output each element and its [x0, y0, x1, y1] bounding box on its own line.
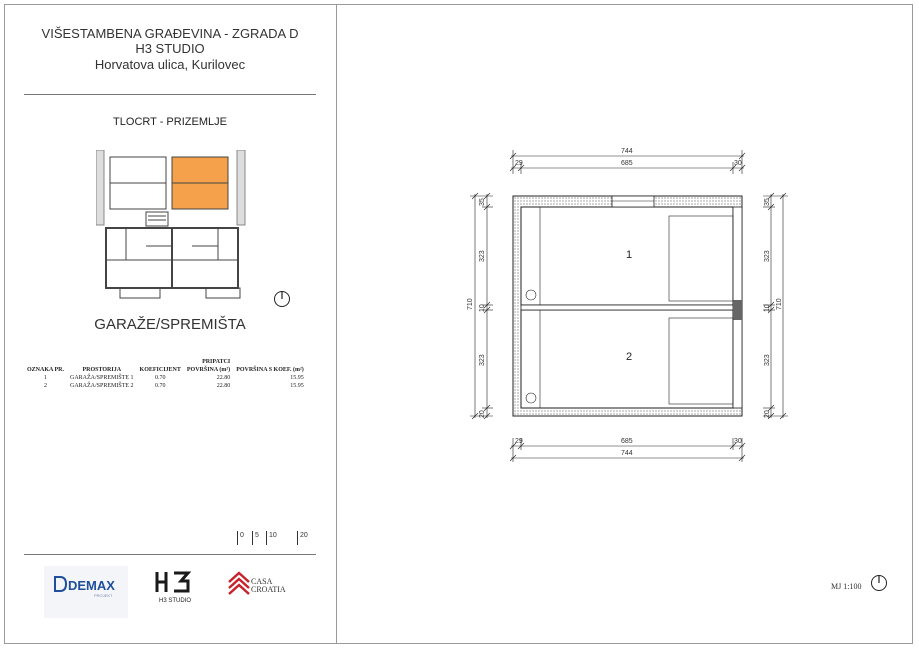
table-row: 1 GARAŽA/SPREMIŠTE 1 0.70 22.80 15.95 — [44, 375, 304, 381]
dim-bottom-left: 29 — [515, 438, 523, 445]
room-1-label: 1 — [626, 249, 633, 261]
title-separator — [24, 94, 316, 95]
north-arrow-icon — [870, 574, 888, 592]
h3-logo-icon — [154, 570, 194, 594]
scale-label: MJ 1:100 — [831, 582, 862, 591]
col-header: PROSTORIJA — [82, 367, 122, 373]
project-studio: H3 STUDIO — [135, 41, 205, 56]
dim-right-total: 710 — [776, 298, 783, 310]
section-title: GARAŽE/SPREMIŠTA — [94, 316, 246, 333]
dim-top-right: 30 — [734, 160, 742, 167]
scale-label: 20 — [300, 532, 308, 539]
table-row: 2 GARAŽA/SPREMIŠTE 2 0.70 22.80 15.95 — [44, 383, 304, 389]
dim-left-room2: 323 — [479, 354, 486, 366]
room-table — [24, 358, 307, 390]
dim-left-room1: 323 — [479, 250, 486, 262]
h3-logo-text: H3 STUDIO — [158, 598, 191, 604]
highlight-garage-upper — [172, 157, 228, 183]
casa-croatia-text: CASA CROATIA — [251, 577, 286, 594]
demax-logo — [44, 566, 128, 618]
dim-top-total: 744 — [621, 148, 633, 155]
dim-left-total: 710 — [467, 298, 474, 310]
dim-right-room2: 323 — [764, 354, 771, 366]
room-2-label: 2 — [626, 351, 633, 363]
north-arrow-icon — [273, 290, 291, 308]
key-plan-label: TLOCRT - PRIZEMLJE — [113, 116, 227, 128]
scale-label: 5 — [255, 532, 259, 539]
scale-tick — [252, 531, 253, 545]
dim-bottom-inner: 685 — [621, 438, 633, 445]
scale-tick — [266, 531, 267, 545]
key-plan — [96, 150, 246, 302]
dim-right-top: 35 — [764, 198, 771, 206]
dim-right-mid: 10 — [764, 304, 771, 312]
scale-tick — [297, 531, 298, 545]
scale-tick — [237, 531, 238, 545]
project-address: Horvatova ulica, Kurilovec — [94, 57, 246, 72]
scale-label: 0 — [240, 532, 244, 539]
col-header: KOEFICIJENT — [139, 367, 181, 373]
demax-subtext: PROJEKT — [94, 593, 113, 598]
floor-plan — [460, 140, 800, 470]
dim-left-bottom: 20 — [479, 410, 486, 418]
col-header: POVRŠINA (m²) — [186, 367, 231, 373]
project-title: VIŠESTAMBENA GRAĐEVINA - ZGRADA D — [41, 26, 299, 41]
table-group-header: PRIPATCI — [202, 359, 231, 365]
panel-divider — [336, 4, 337, 644]
logo-separator — [24, 554, 316, 555]
dim-bottom-total: 744 — [621, 450, 633, 457]
dim-left-mid: 10 — [479, 304, 486, 312]
col-header: POVRŠINA S KOEF. (m²) — [236, 367, 304, 373]
casa-croatia-mark-icon — [226, 570, 252, 598]
scale-label: 10 — [269, 532, 277, 539]
demax-mark-icon — [54, 576, 68, 592]
dim-top-inner: 685 — [621, 160, 633, 167]
highlight-garage-lower — [172, 183, 228, 209]
dim-right-bottom: 20 — [764, 410, 771, 418]
dim-bottom-right: 30 — [734, 438, 742, 445]
dim-top-left: 29 — [515, 160, 523, 167]
col-header: OZNAKA PR. — [27, 367, 65, 373]
dim-left-top: 35 — [479, 198, 486, 206]
dim-right-room1: 323 — [764, 250, 771, 262]
demax-text: DEMAX — [68, 578, 115, 593]
